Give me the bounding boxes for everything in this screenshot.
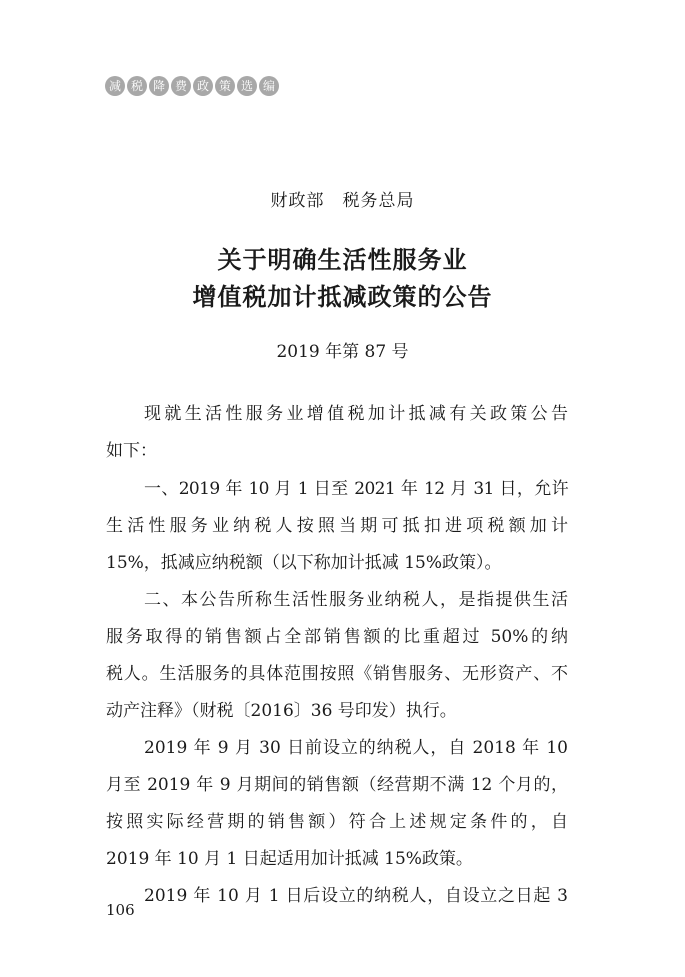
body-line: 15%，抵减应纳税额（以下称加计抵减 15%政策）。 bbox=[106, 553, 502, 573]
body-line: 税人。生活服务的具体范围按照《销售服务、无形资产、不 bbox=[106, 664, 568, 684]
issuer-tax-administration: 税务总局 bbox=[342, 191, 415, 211]
series-char: 编 bbox=[259, 76, 279, 96]
series-tag bbox=[105, 76, 279, 96]
page-number: 106 bbox=[106, 901, 135, 919]
issuer-ministry-of-finance: 财政部 bbox=[270, 191, 325, 211]
body-line: 2019 年 10 月 1 日后设立的纳税人，自设立之日起 3 bbox=[144, 886, 568, 906]
body-line: 服务取得的销售额占全部销售额的比重超过 50%的纳 bbox=[106, 627, 568, 647]
body-line: 现就生活性服务业增值税加计抵减有关政策公告 bbox=[144, 404, 568, 424]
body-line: 2019 年 10 月 1 日起适用加计抵减 15%政策。 bbox=[106, 849, 473, 869]
document-number: 2019 年第 87 号 bbox=[276, 342, 409, 362]
series-char: 税 bbox=[127, 76, 147, 96]
announcement-title-line-2: 增值税加计抵减政策的公告 bbox=[192, 282, 493, 311]
body-line: 按照实际经营期的销售额）符合上述规定条件的，自 bbox=[106, 812, 568, 832]
body-line: 2019 年 9 月 30 日前设立的纳税人，自 2018 年 10 bbox=[144, 738, 568, 758]
body-line: 动产注释》（财税〔2016〕36 号印发）执行。 bbox=[106, 701, 457, 721]
body-line: 一、2019 年 10 月 1 日至 2021 年 12 月 31 日，允许 bbox=[144, 479, 568, 499]
body-line: 月至 2019 年 9 月期间的销售额（经营期不满 12 个月的， bbox=[106, 775, 568, 795]
series-char: 费 bbox=[171, 76, 191, 96]
series-char: 选 bbox=[237, 76, 257, 96]
series-char: 政 bbox=[193, 76, 213, 96]
series-char: 减 bbox=[105, 76, 125, 96]
series-char: 降 bbox=[149, 76, 169, 96]
body-line: 如下： bbox=[106, 441, 157, 461]
announcement-title-line-1: 关于明确生活性服务业 bbox=[217, 245, 468, 274]
body-line: 生活性服务业纳税人按照当期可抵扣进项税额加计 bbox=[106, 516, 568, 536]
series-char: 策 bbox=[215, 76, 235, 96]
body-line: 二、本公告所称生活性服务业纳税人，是指提供生活 bbox=[144, 590, 568, 610]
issuing-authorities bbox=[0, 186, 685, 211]
